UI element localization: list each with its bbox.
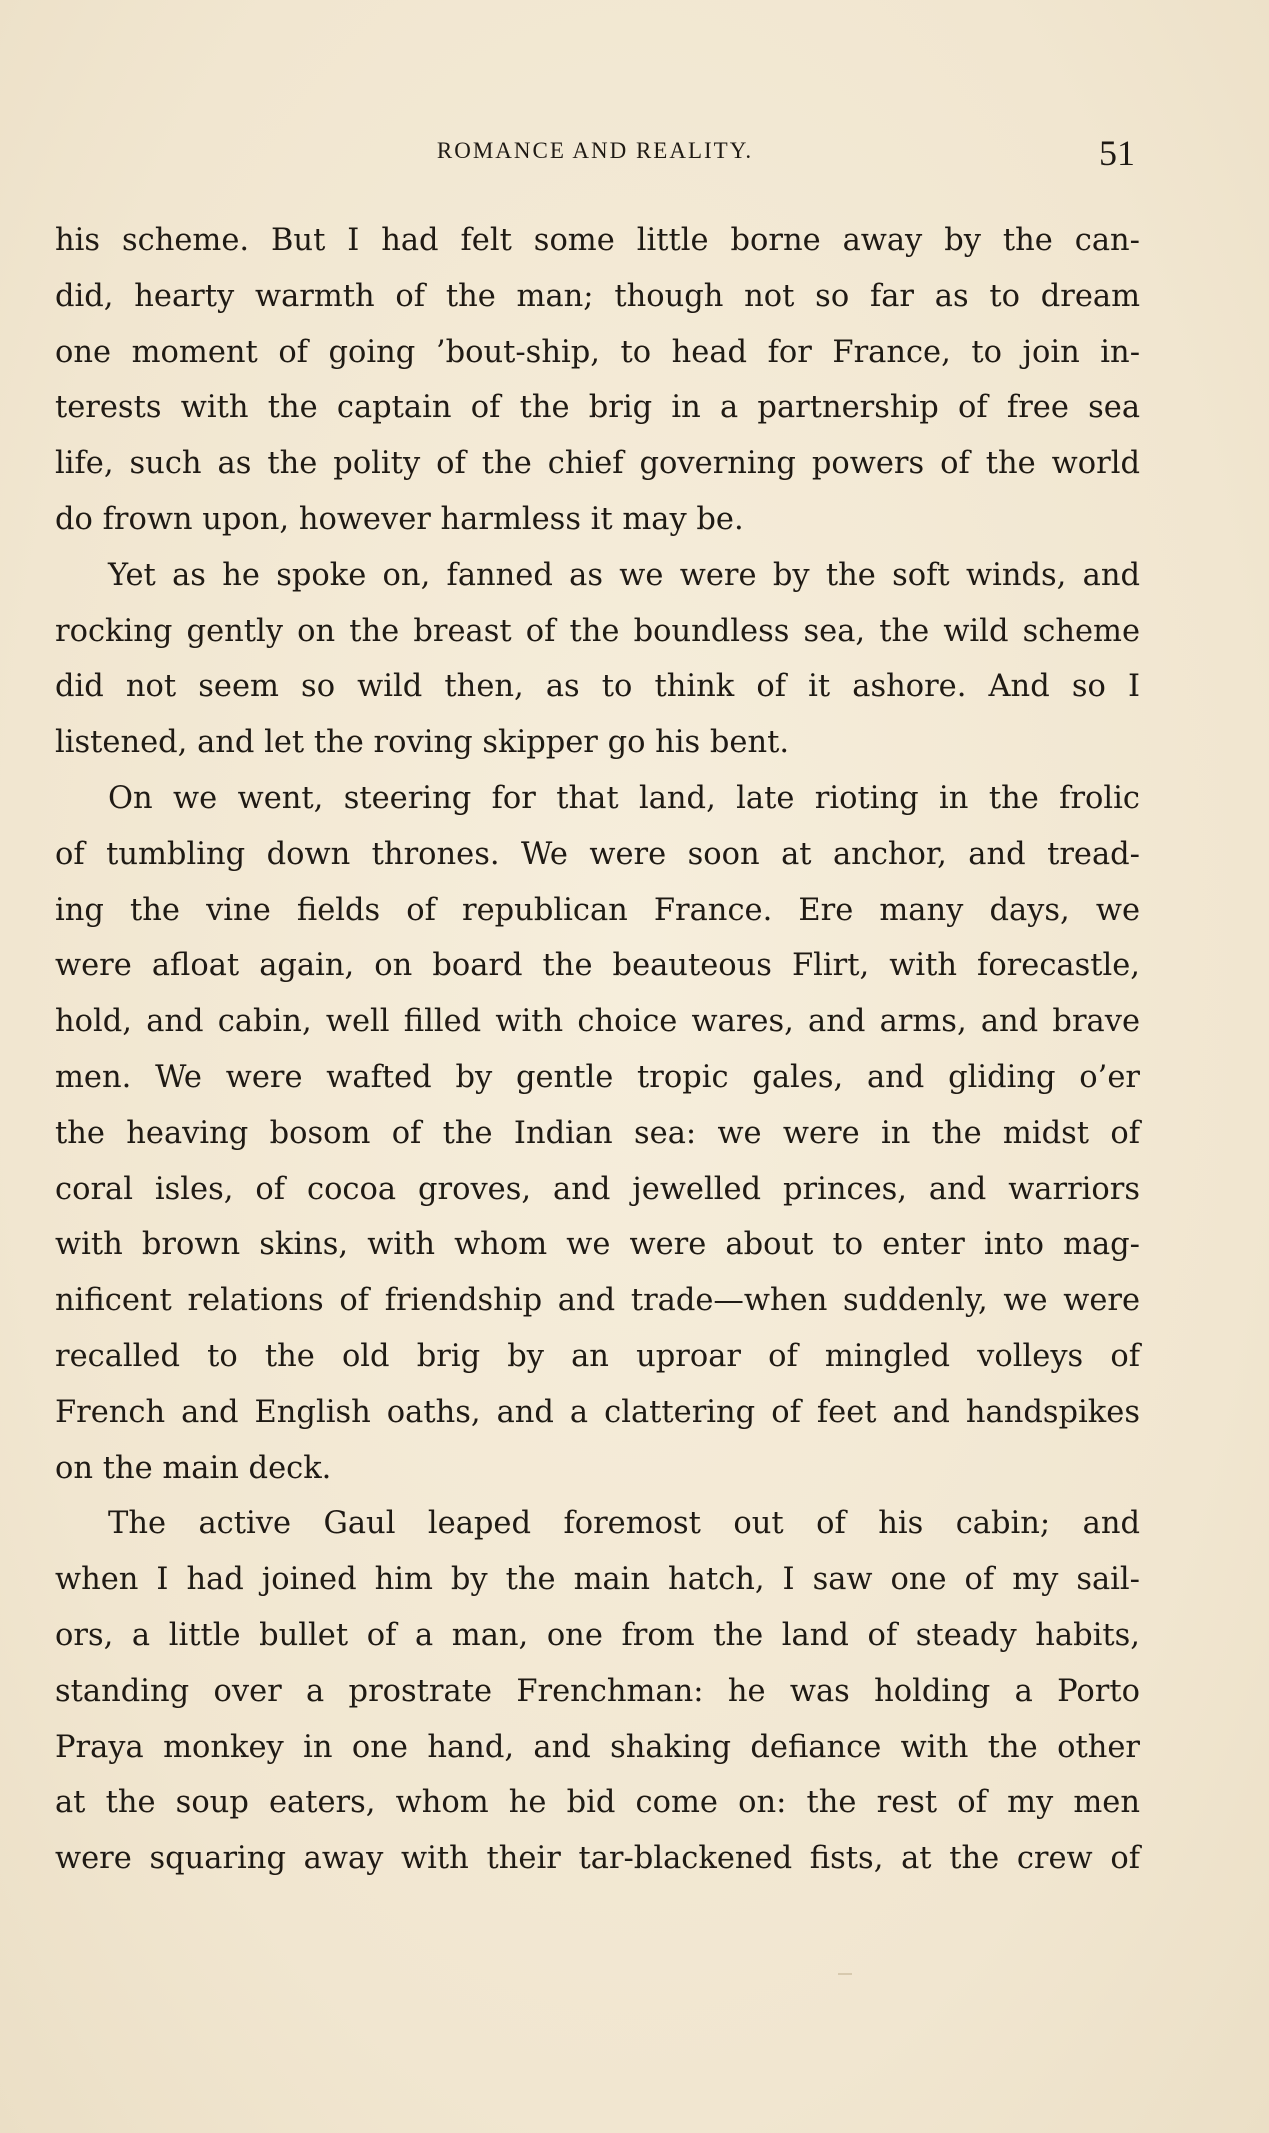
text-line: nificent relations of friendship and trade—when suddenly, we were [55,1283,1140,1319]
text-line: ing the vine fields of republican France. Ere many days, we [55,892,1140,928]
text-line: at the soup eaters, whom he bid come on: the rest of my men [55,1785,1140,1821]
text-line: of tumbling down thrones. We were soon at anchor, and tread- [55,836,1140,872]
running-head [55,132,1135,176]
text-line: hold, and cabin, well filled with choice wares, and arms, and brave [55,1004,1140,1040]
text-line: the heaving bosom of the Indian sea: we were in the midst of [55,1115,1140,1151]
text-line: do frown upon, however harmless it may be. [55,501,744,537]
text-line: rocking gently on the breast of the boundless sea, the wild scheme [55,613,1140,649]
page-number: 51 [1099,133,1135,173]
text-line: terests with the captain of the brig in a partnership of free sea [55,390,1140,426]
text-line: Praya monkey in one hand, and shaking defiance with the other [55,1729,1140,1765]
body-text [55,213,1140,1887]
text-line: with brown skins, with whom we were about to enter into mag- [55,1227,1140,1263]
text-line: listened, and let the roving skipper go his bent. [55,725,790,761]
text-line: were afloat again, on board the beauteous Flirt, with forecastle, [55,948,1140,984]
page-mark [838,1973,852,1975]
text-line: On we went, steering for that land, late rioting in the frolic [108,780,1140,816]
text-line: men. We were wafted by gentle tropic gales, and gliding o’er [55,1059,1140,1095]
text-line: coral isles, of cocoa groves, and jewelled princes, and warriors [55,1171,1140,1207]
text-line: his scheme. But I had felt some little borne away by the can- [55,223,1140,258]
text-line: one moment of going ’bout-ship, to head for France, to join in- [55,334,1140,370]
text-line: ors, a little bullet of a man, one from the land of steady habits, [55,1617,1140,1653]
text-line: when I had joined him by the main hatch, I saw one of my sail- [55,1562,1140,1598]
text-line: The active Gaul leaped foremost out of his cabin; and [108,1506,1140,1542]
text-line: on the main deck. [55,1450,332,1486]
text-line: Yet as he spoke on, fanned as we were by the soft winds, and [108,557,1140,593]
text-line: did, hearty warmth of the man; though not so far as to dream [55,278,1140,314]
text-line: were squaring away with their tar-blackened fists, at the crew of [55,1841,1140,1877]
text-line: did not seem so wild then, as to think of it ashore. And so I [55,669,1140,705]
text-line: recalled to the old brig by an uproar of mingled volleys of [55,1338,1140,1374]
text-line: French and English oaths, and a clattering of feet and handspikes [55,1394,1140,1430]
running-title: ROMANCE AND REALITY. [436,138,754,163]
text-line: standing over a prostrate Frenchman: he was holding a Porto [55,1673,1140,1709]
text-line: life, such as the polity of the chief governing powers of the world [55,446,1140,482]
